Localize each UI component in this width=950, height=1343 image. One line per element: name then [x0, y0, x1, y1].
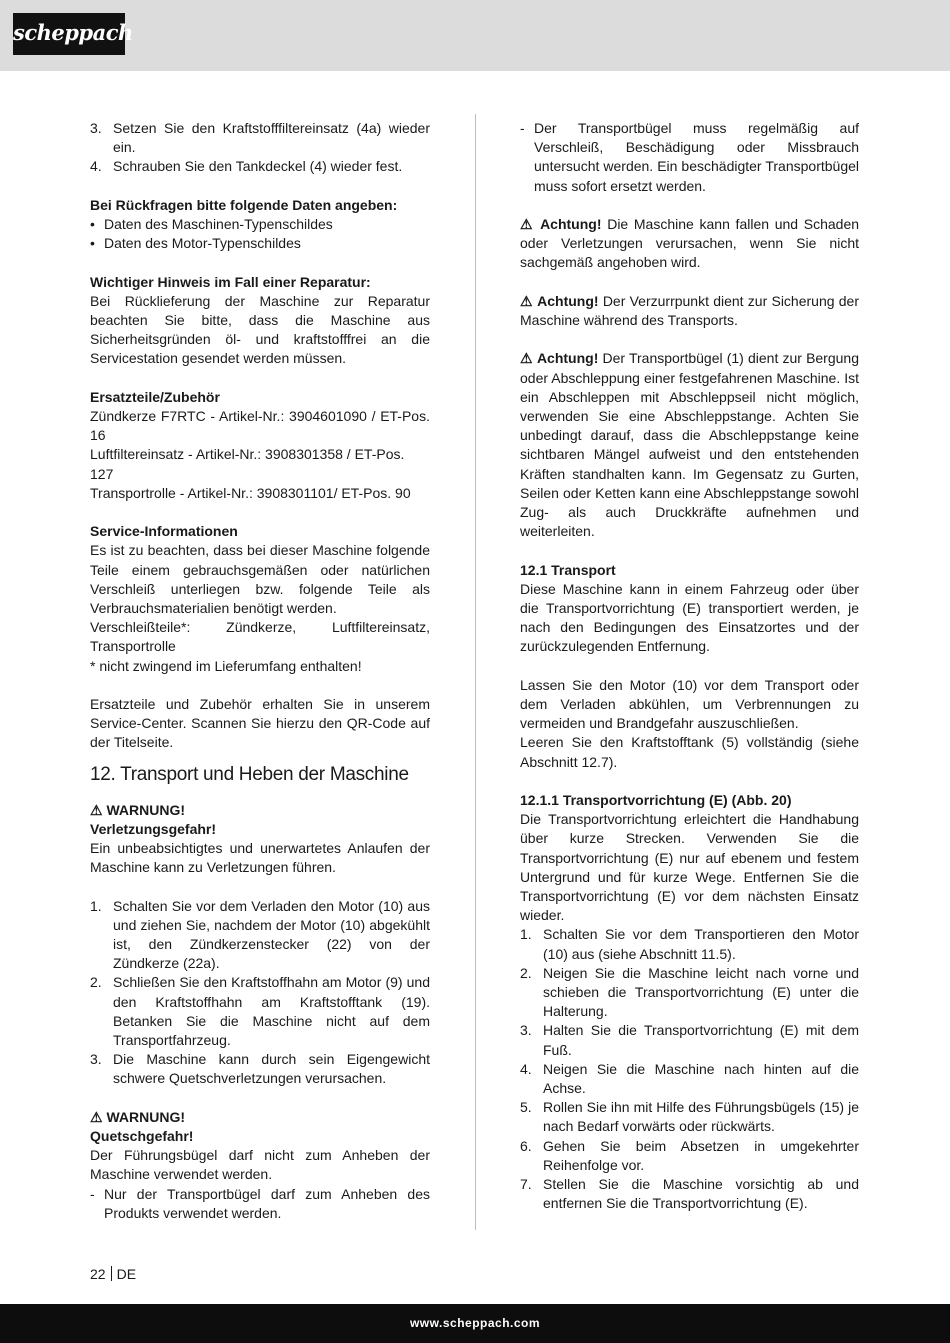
list-number: 3.: [90, 120, 102, 136]
list-text: Setzen Sie den Kraftstofffiltereinsatz (4a) wieder ein.: [113, 120, 430, 156]
list-text: Schalten Sie vor dem Transportieren den Motor (10) aus (siehe Abschnitt 11.5).: [543, 926, 859, 962]
queries-heading: Bei Rückfragen bitte folgende Daten angeben:: [90, 196, 398, 213]
warning-icon: ⚠: [520, 350, 533, 367]
list-text: Schalten Sie vor dem Verladen den Motor (10) aus und ziehen Sie, nachdem der Motor (10) abgekühlt ist, den Zündkerzenstecker (22) von der Zündkerze (22a).: [113, 897, 430, 972]
bullet-item: [90, 234, 430, 253]
bullet-icon: •: [90, 235, 95, 252]
bullet-icon: •: [90, 216, 95, 232]
list-number: 1.: [520, 926, 532, 943]
bullet-text: Daten des Maschinen-Typenschildes: [104, 216, 333, 232]
repair-heading: Wichtiger Hinweis im Fall einer Reparatur:: [90, 273, 371, 290]
caution-label: Achtung!: [540, 216, 602, 232]
dash-item: [520, 119, 859, 196]
language-code: DE: [116, 1266, 137, 1282]
list-text: Schrauben Sie den Tankdeckel (4) wieder fest.: [113, 158, 403, 175]
footnote: * nicht zwingend im Lieferumfang enthalten!: [90, 657, 362, 674]
list-text: Gehen Sie beim Absetzen in umgekehrter Reihenfolge vor.: [543, 1137, 859, 1173]
service-center-text: Ersatzteile und Zubehör erhalten Sie in unserem Service-Center. Scannen Sie hierzu den QR-Code auf der Titelseite.: [90, 696, 430, 751]
list-text: Die Maschine kann durch sein Eigengewicht schwere Quetschverletzungen verursachen.: [113, 1051, 430, 1087]
list-text: Rollen Sie ihn mit Hilfe des Führungsbügels (15) je nach Bedarf vorwärts oder rückwärts.: [543, 1099, 859, 1135]
section-title: 12. Transport und Heben der Maschine: [90, 763, 409, 785]
list-number: 6.: [520, 1137, 532, 1154]
list-item: [90, 1050, 430, 1088]
list-text: Stellen Sie die Maschine vorsichtig ab und entfernen Sie die Transportvorrichtung (E).: [543, 1176, 859, 1212]
caution-paragraph: ⚠ Achtung! Der Verzurrpunkt dient zur Sicherung der Maschine während des Transports.: [520, 292, 859, 328]
page-separator: [111, 1266, 112, 1281]
device-heading: 12.1.1 Transportvorrichtung (E) (Abb. 20): [520, 792, 792, 809]
device-text: Die Transportvorrichtung erleichtert die Handhabung über kurze Strecken. Verwenden Sie die Transportvorrichtung (E) nur auf ebenem und festem Untergrund und für kurze Wege. Entfernen Sie die Transportvorrichtung (E) vor dem nächsten Einsatz wieder.: [520, 811, 859, 924]
warning-text: Der Führungsbügel darf nicht zum Anheben der Maschine verwendet werden.: [90, 1147, 430, 1183]
list-number: 1.: [90, 897, 102, 914]
right-column: [520, 119, 859, 1213]
list-item: [520, 1175, 859, 1213]
list-text: Schließen Sie den Kraftstoffhahn am Motor (9) und den Kraftstoffhahn am Kraftstofftank (19). Betanken Sie die Maschine nicht auf dem Transportfahrzeug.: [113, 974, 430, 1049]
warning-icon: ⚠: [520, 216, 535, 232]
list-number: 4.: [520, 1060, 532, 1077]
list-number: 4.: [90, 158, 102, 175]
list-number: 5.: [520, 1099, 532, 1116]
list-item: [90, 897, 430, 974]
parts-heading: Ersatzteile/Zubehör: [90, 388, 220, 405]
brand-logo: scheppach: [13, 13, 125, 55]
column-divider: [475, 114, 476, 1230]
list-number: 7.: [520, 1176, 532, 1193]
list-item: [520, 1137, 859, 1175]
list-number: 3.: [90, 1051, 102, 1068]
list-text: Halten Sie die Transportvorrichtung (E) mit dem Fuß.: [543, 1022, 859, 1058]
warning-icon: ⚠: [90, 1108, 103, 1125]
dash-item: [90, 1185, 430, 1223]
dash-text: Nur der Transportbügel darf zum Anheben des Produkts verwendet werden.: [104, 1185, 430, 1221]
warning-label: ⚠ WARNUNG!: [90, 801, 185, 818]
transport-heading: 12.1 Transport: [520, 561, 616, 578]
parts-line: Zündkerze F7RTC - Artikel-Nr.: 3904601090 / ET-Pos. 16: [90, 408, 430, 444]
cool-text: Lassen Sie den Motor (10) vor dem Transport oder dem Verladen abkühlen, um Verbrennungen zu vermeiden und Brandgefahr auszuschließen.: [520, 676, 859, 732]
list-number: 2.: [520, 964, 532, 981]
list-number: 2.: [90, 974, 102, 991]
dash-text: Der Transportbügel muss regelmäßig auf Verschleiß, Beschädigung oder Missbrauch untersucht werden. Ein beschädigter Transportbügel muss sofort ersetzt werden.: [534, 120, 859, 194]
service-heading: Service-Informationen: [90, 523, 238, 540]
warning-subtitle: Verletzungsgefahr!: [90, 820, 217, 837]
bullet-text: Daten des Motor-Typenschildes: [104, 235, 301, 252]
dash-marker: -: [520, 120, 525, 136]
dash-marker: -: [90, 1185, 95, 1202]
warning-label: ⚠ WARNUNG!: [90, 1108, 185, 1125]
list-item: [90, 973, 430, 1050]
caution-label: Achtung!: [537, 292, 599, 309]
page-number: [90, 1265, 136, 1284]
website-link[interactable]: www.scheppach.com: [409, 1316, 541, 1330]
bullet-item: [90, 215, 430, 234]
list-item: [520, 1098, 859, 1136]
warning-icon: ⚠: [90, 801, 103, 818]
list-item: [90, 119, 430, 157]
list-text: Neigen Sie die Maschine leicht nach vorne und schieben die Transportvorrichtung (E) unter die Halterung.: [543, 964, 859, 1020]
list-text: Neigen Sie die Maschine nach hinten auf die Achse.: [543, 1060, 859, 1097]
caution-label: Achtung!: [536, 350, 599, 367]
list-number: 3.: [520, 1022, 532, 1039]
transport-text: Diese Maschine kann in einem Fahrzeug oder über die Transportvorrichtung (E) transportiert werden, je nach den Bedingungen des Einsatzortes und der zurückzulegenden Entfernung.: [520, 580, 859, 655]
warning-text: Ein unbeabsichtigtes und unerwartetes Anlaufen der Maschine kann zu Verletzungen führen.: [90, 840, 430, 876]
caution-paragraph: ⚠ Achtung! Die Maschine kann fallen und Schaden oder Verletzungen verursachen, wenn Sie nicht sachgemäß angehoben wird.: [520, 216, 860, 271]
page-number-value: 22: [90, 1266, 106, 1282]
wear-parts: Verschleißteile*: Zündkerze, Luftfiltereinsatz, Transportrolle: [90, 619, 430, 655]
list-item: [520, 1060, 859, 1098]
warning-subtitle: Quetschgefahr!: [90, 1128, 194, 1145]
repair-text: Bei Rücklieferung der Maschine zur Reparatur beachten Sie bitte, dass die Maschine aus Sicherheitsgründen öl- und kraftstofffrei an die Servicestation gesendet werden müssen.: [90, 292, 430, 367]
parts-line: Luftfiltereinsatz - Artikel-Nr.: 3908301358 / ET-Pos. 127: [90, 446, 405, 482]
parts-line: Transportrolle - Artikel-Nr.: 3908301101/ ET-Pos. 90: [90, 484, 411, 501]
caution-paragraph: ⚠ Achtung! Der Transportbügel (1) dient zur Bergung oder Abschleppung einer festgefahrenen Maschine. Ist ein Abschleppen mit Abschleppseil nicht möglich, verwenden Sie eine Abschleppstange. Achten Sie unbedingt darauf, dass die Abschleppstange keine sichtbaren Mängel aufweist und den entstehenden Kräften standhalten kann. Im Gegensatz zu Gurten, Seilen oder Ketten kann eine Abschleppstange sowohl Zug- als auch Druckkräfte aufnehmen und weiterleiten.: [520, 350, 859, 540]
service-text: Es ist zu beachten, dass bei dieser Maschine folgende Teile einem gebrauchsgemäßen oder natürlichen Verschleiß unterliegen bzw. folgende Teile als Verbrauchsmaterialien benötigt werden.: [90, 542, 430, 617]
list-item: [520, 964, 859, 1022]
list-item: [90, 157, 430, 176]
empty-text: Leeren Sie den Kraftstofftank (5) vollständig (siehe Abschnitt 12.7).: [520, 734, 859, 770]
warning-icon: ⚠: [520, 292, 533, 309]
list-item: [520, 925, 859, 963]
list-item: [520, 1021, 859, 1059]
left-column: [90, 119, 430, 1223]
header-band: [0, 0, 950, 71]
